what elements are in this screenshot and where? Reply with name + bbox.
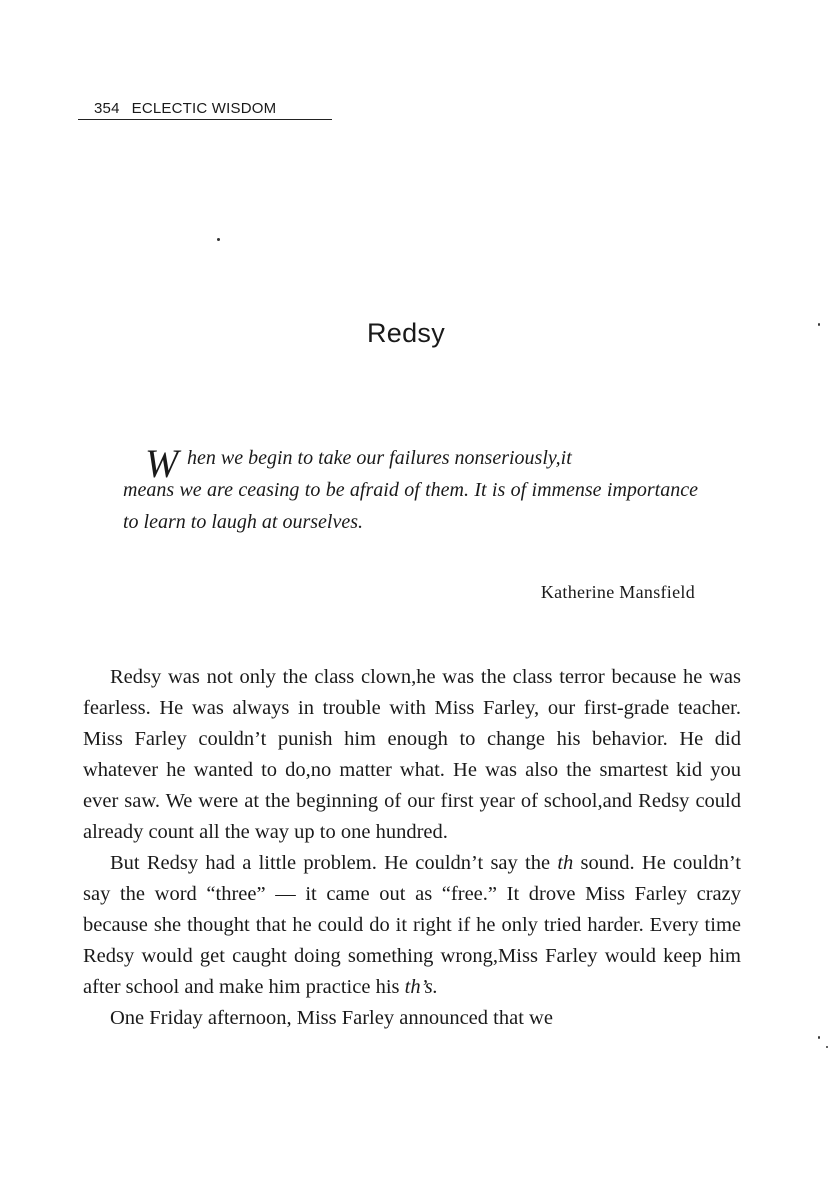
chapter-title: Redsy — [366, 318, 446, 348]
epigraph-author: Katherine Mansfield — [540, 582, 695, 602]
body-paragraph — [83, 1003, 741, 1034]
italic-term: th’s. — [404, 976, 438, 998]
paragraph-text: But Redsy had a little problem. He couldn’t say the — [110, 852, 558, 874]
scan-speck — [818, 1036, 820, 1039]
drop-cap: W — [145, 441, 179, 486]
scan-speck — [818, 323, 820, 326]
italic-term: th — [557, 852, 574, 874]
running-title: ECLECTIC WISDOM — [131, 100, 277, 117]
scan-speck — [217, 238, 220, 241]
body-paragraph — [83, 662, 741, 848]
running-header — [78, 100, 332, 120]
epigraph-line-1: hen we begin to take our failures nonseriously,it — [187, 447, 572, 469]
epigraph-text: means we are ceasing to be afraid of them. It is of immense importance to learn to laugh at ourselves. — [123, 479, 698, 533]
paragraph-text: sound. He couldn’t say the word “three” — it came out as “free.” It drove Miss Farley crazy because she thought that he could do it right if he only tried harder. Every time Redsy would get caught doing something wrong,Miss Farley would keep him after school and make him practice his — [83, 852, 742, 998]
paragraph-text: Redsy was not only the class clown,he was the class terror because he was fearless. He was always in trouble with Miss Farley, our first-grade teacher. Miss Farley couldn’t punish him enough to change his behavior. He did whatever he wanted to do,no matter what. He was also the smartest kid you ever saw. We were at the beginning of our first year of school,and Redsy could already count all the way up to one hundred. — [83, 666, 741, 843]
body-text — [83, 662, 741, 1034]
scan-speck — [826, 1046, 828, 1048]
epigraph — [123, 438, 698, 538]
page-number: 354 — [94, 100, 120, 117]
paragraph-text: One Friday afternoon, Miss Farley announced that we — [110, 1007, 553, 1029]
body-paragraph — [83, 848, 741, 1003]
